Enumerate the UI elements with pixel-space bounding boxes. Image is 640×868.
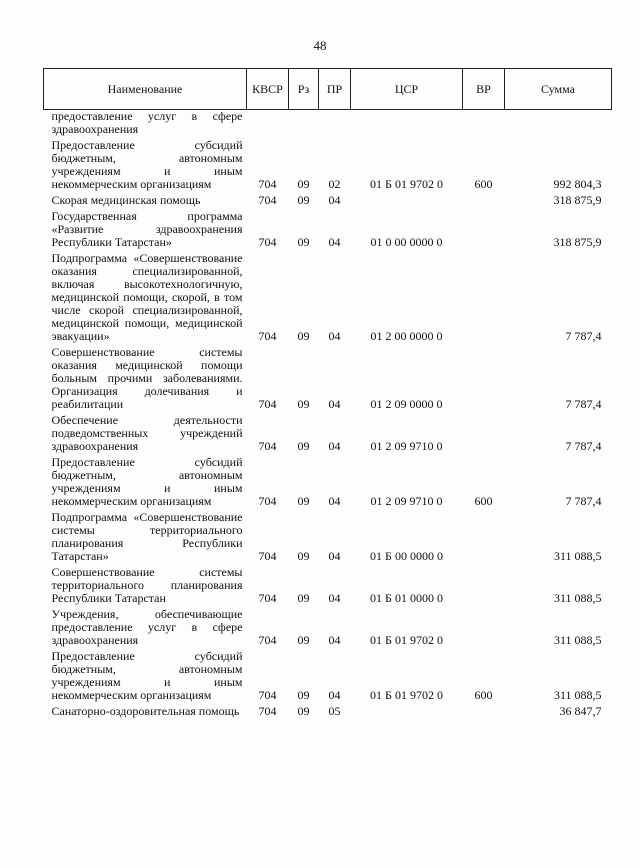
header-rz: Рз	[289, 69, 319, 110]
row-kvsr: 704	[258, 439, 277, 453]
row-csr: 01 Б 00 0000 0	[370, 549, 443, 563]
table-row	[44, 511, 612, 566]
row-kvsr: 704	[258, 193, 277, 207]
row-pr: 04	[328, 549, 341, 563]
row-pr: 04	[328, 494, 341, 508]
row-kvsr: 704	[258, 633, 277, 647]
table-body	[44, 110, 612, 722]
row-csr: 01 Б 01 9702 0	[370, 633, 443, 647]
row-csr: 01 0 00 0000 0	[370, 235, 443, 249]
row-csr	[351, 194, 463, 210]
row-sum: 36 847,7	[559, 704, 602, 718]
header-csr: ЦСР	[351, 69, 463, 110]
row-kvsr: 704	[258, 549, 277, 563]
row-rz: 09	[297, 494, 310, 508]
row-vr: 600	[474, 688, 493, 702]
table-row	[44, 705, 612, 721]
header-name: Наименование	[44, 69, 247, 110]
row-sum: 7 787,4	[565, 329, 602, 343]
row-vr	[463, 705, 505, 721]
row-vr	[463, 110, 505, 140]
table-row	[44, 139, 612, 194]
table-header	[44, 69, 612, 110]
row-name: Предоставление субсидий бюджетным, автономным учреждениям и иным некоммерческим организациям	[51, 138, 243, 191]
table-row	[44, 346, 612, 414]
row-sum: 7 787,4	[565, 494, 602, 508]
row-sum: 318 875,9	[553, 235, 602, 249]
row-kvsr: 704	[258, 235, 277, 249]
table-row	[44, 110, 612, 140]
row-csr: 01 2 09 9710 0	[370, 439, 443, 453]
row-csr: 01 Б 01 9702 0	[370, 177, 443, 191]
row-name: Обеспечение деятельности подведомственных учреждений здравоохранения	[51, 413, 243, 453]
header-kvsr: КВСР	[247, 69, 289, 110]
row-rz: 09	[297, 397, 310, 411]
row-kvsr: 704	[258, 397, 277, 411]
row-rz: 09	[297, 591, 310, 605]
row-name: Подпрограмма «Совершенствование системы территориального планирования Республики Татарстан»	[51, 510, 243, 563]
row-rz	[289, 110, 319, 140]
row-vr	[463, 194, 505, 210]
row-pr: 04	[328, 633, 341, 647]
budget-table	[43, 68, 612, 721]
row-name: Совершенствование системы территориального планирования Республики Татарстан	[51, 565, 243, 605]
row-kvsr: 704	[258, 329, 277, 343]
row-csr	[351, 110, 463, 140]
row-rz: 09	[297, 329, 310, 343]
table-row	[44, 252, 612, 346]
row-kvsr: 704	[258, 177, 277, 191]
row-csr: 01 Б 01 0000 0	[370, 591, 443, 605]
row-vr	[463, 346, 505, 414]
row-sum: 311 088,5	[553, 549, 602, 563]
row-vr	[463, 414, 505, 456]
table-row	[44, 210, 612, 252]
table-row	[44, 456, 612, 511]
row-vr	[463, 511, 505, 566]
row-vr	[463, 608, 505, 650]
row-rz: 09	[297, 549, 310, 563]
row-name: Государственная программа «Развитие здравоохранения Республики Татарстан»	[51, 209, 243, 249]
row-pr: 05	[328, 704, 341, 718]
row-sum	[505, 110, 612, 140]
row-name: Предоставление субсидий бюджетным, автономным учреждениям и иным некоммерческим организациям	[51, 455, 243, 508]
row-pr: 04	[328, 235, 341, 249]
row-vr	[463, 566, 505, 608]
page-number: 48	[313, 38, 327, 53]
row-kvsr: 704	[258, 688, 277, 702]
row-kvsr: 704	[258, 704, 277, 718]
row-csr: 01 Б 01 9702 0	[370, 688, 443, 702]
row-sum: 7 787,4	[565, 397, 602, 411]
row-name: Подпрограмма «Совершенствование оказания специализированной, включая высокотехнологичную, медицинской помощи, скорой, в том числе скорой специализированной, медицинской помощи, медицинской эвакуации»	[51, 251, 243, 343]
row-pr: 04	[328, 329, 341, 343]
table-row	[44, 414, 612, 456]
row-kvsr: 704	[258, 494, 277, 508]
row-name: Совершенствование системы оказания медицинской помощи больным прочими заболеваниями. Организация долечивания и реабилитации	[51, 345, 243, 411]
row-name: Санаторно-оздоровительная помощь	[51, 704, 240, 718]
row-sum: 7 787,4	[565, 439, 602, 453]
row-rz: 09	[297, 439, 310, 453]
row-rz: 09	[297, 193, 310, 207]
row-pr: 04	[328, 439, 341, 453]
row-rz: 09	[297, 688, 310, 702]
table-row	[44, 194, 612, 210]
row-sum: 311 088,5	[553, 688, 602, 702]
row-name: Предоставление субсидий бюджетным, автономным учреждениям и иным некоммерческим организациям	[51, 649, 243, 702]
table-row	[44, 566, 612, 608]
row-csr	[351, 705, 463, 721]
table-row	[44, 608, 612, 650]
row-pr: 04	[328, 397, 341, 411]
row-sum: 992 804,3	[553, 177, 602, 191]
row-sum: 311 088,5	[553, 633, 602, 647]
row-vr	[463, 252, 505, 346]
row-pr	[319, 110, 351, 140]
row-name: Учреждения, обеспечивающие предоставление услуг в сфере здравоохранения	[51, 607, 243, 647]
row-sum: 311 088,5	[553, 591, 602, 605]
table-row	[44, 650, 612, 705]
row-rz: 09	[297, 235, 310, 249]
row-pr: 02	[328, 177, 341, 191]
row-rz: 09	[297, 704, 310, 718]
row-pr: 04	[328, 591, 341, 605]
row-name: Скорая медицинская помощь	[51, 193, 201, 207]
row-csr: 01 2 00 0000 0	[370, 329, 443, 343]
row-rz: 09	[297, 633, 310, 647]
header-sum: Сумма	[505, 69, 612, 110]
row-kvsr	[247, 110, 289, 140]
row-pr: 04	[328, 193, 341, 207]
row-pr: 04	[328, 688, 341, 702]
row-vr: 600	[474, 177, 493, 191]
row-csr: 01 2 09 0000 0	[370, 397, 443, 411]
row-vr	[463, 210, 505, 252]
header-pr: ПР	[319, 69, 351, 110]
row-csr: 01 2 09 9710 0	[370, 494, 443, 508]
row-name: предоставление услуг в сфере здравоохранения	[51, 109, 243, 136]
row-vr: 600	[474, 494, 493, 508]
row-sum: 318 875,9	[553, 193, 602, 207]
row-kvsr: 704	[258, 591, 277, 605]
header-vr: ВР	[463, 69, 505, 110]
row-rz: 09	[297, 177, 310, 191]
